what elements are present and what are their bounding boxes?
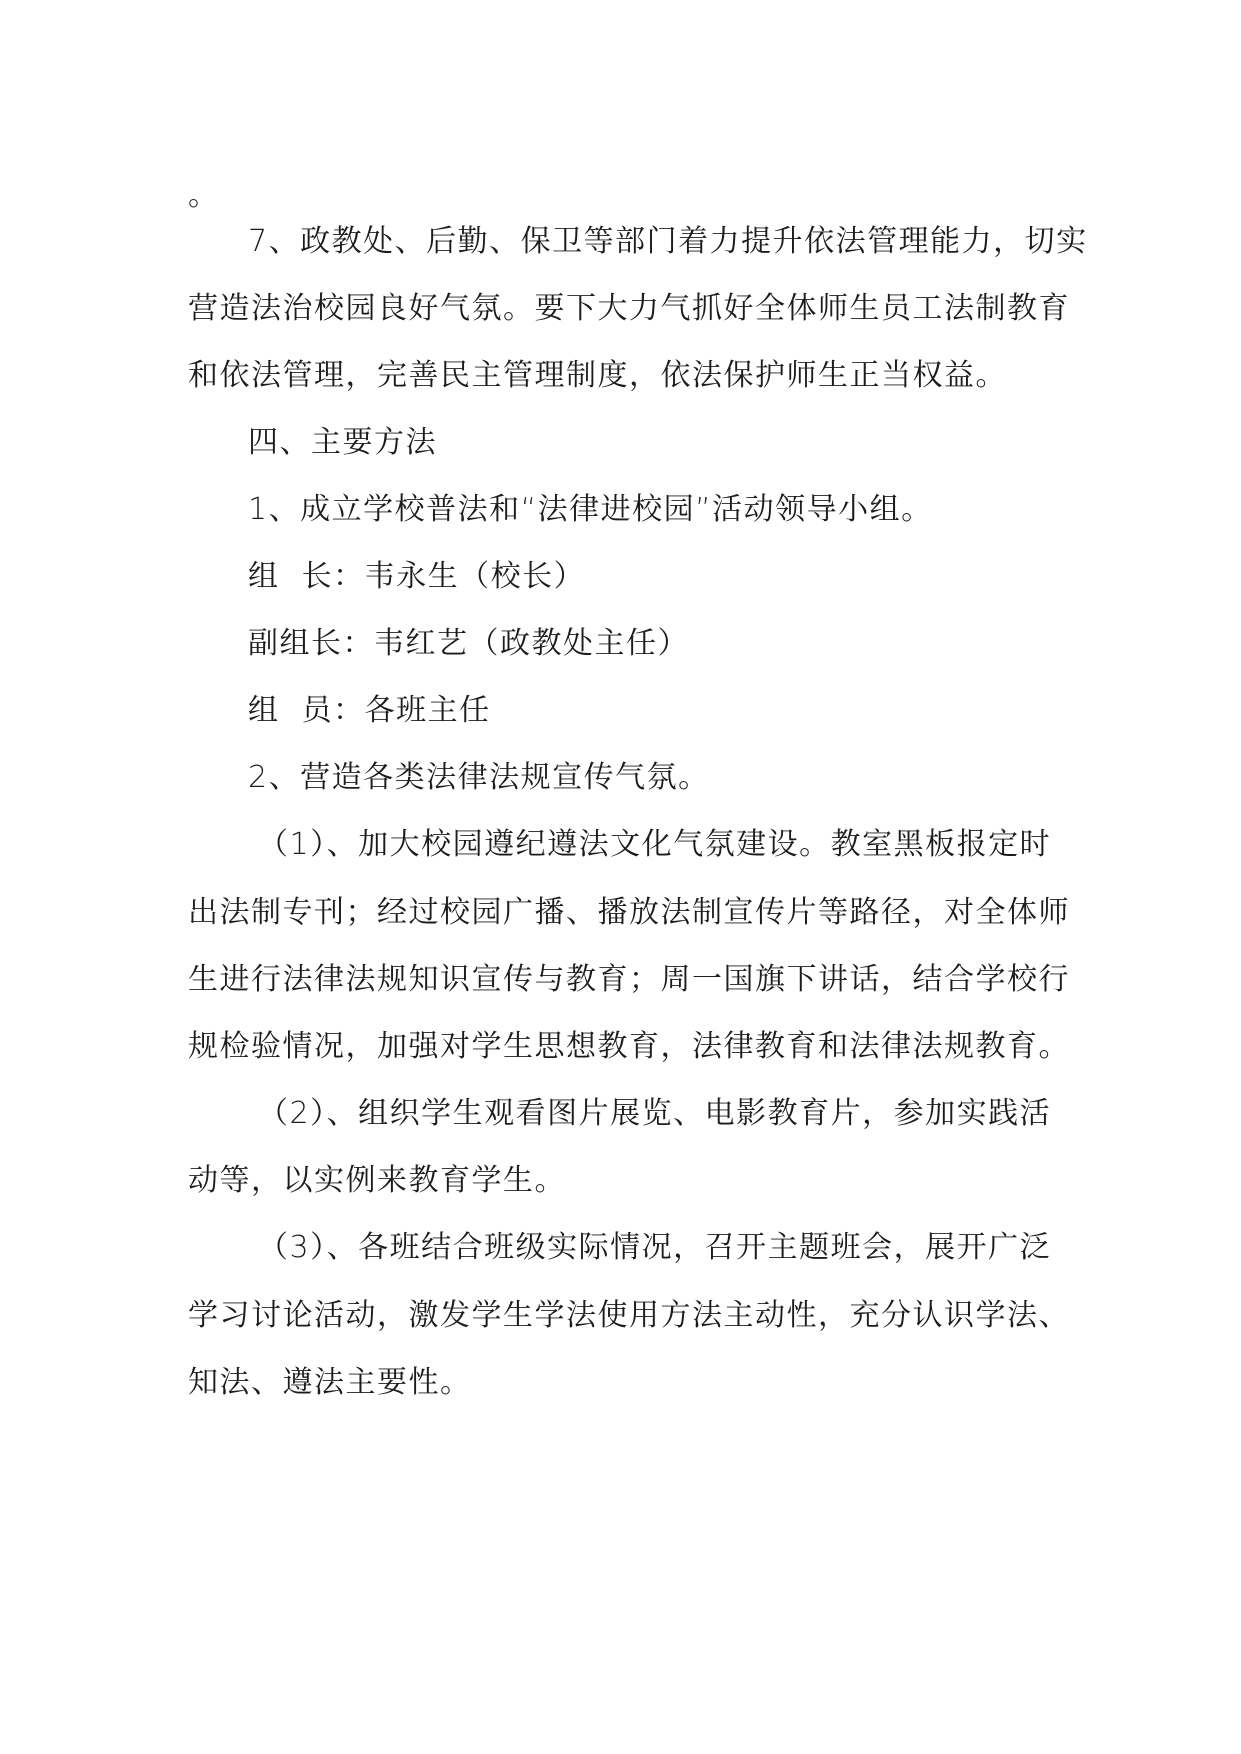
text-line: （2）、组织学生观看图片展览、电影教育片，参加实践活 bbox=[258, 1096, 1052, 1131]
text-line: 规检验情况，加强对学生思想教育，法律教育和法律法规教育。 bbox=[188, 1029, 1070, 1064]
text-line: 营造法治校园良好气氛。要下大力气抓好全体师生员工法制教育 bbox=[188, 291, 1070, 326]
text-line: 和依法管理，完善民主管理制度，依法保护师生正当权益。 bbox=[188, 358, 1007, 393]
text-line: 知法、遵法主要性。 bbox=[188, 1365, 472, 1400]
text-line: 生进行法律法规知识宣传与教育；周一国旗下讲话，结合学校行 bbox=[188, 962, 1070, 997]
text-line: 。 bbox=[188, 178, 220, 213]
text-line: （1）、加大校园遵纪遵法文化气氛建设。教室黑板报定时 bbox=[258, 827, 1052, 862]
text-line: 1、成立学校普法和“法律进校园”活动领导小组。 bbox=[248, 492, 933, 527]
section-heading: 四、主要方法 bbox=[248, 425, 437, 460]
text-line: 动等，以实例来教育学生。 bbox=[188, 1163, 566, 1198]
text-line: 7、政教处、后勤、保卫等部门着力提升依法管理能力，切实 bbox=[248, 224, 1088, 259]
text-line: （3）、各班结合班级实际情况，召开主题班会，展开广泛 bbox=[258, 1230, 1052, 1265]
text-line: 2、营造各类法律法规宣传气氛。 bbox=[248, 760, 710, 795]
text-line: 副组长：韦红艺（政教处主任） bbox=[248, 626, 689, 661]
text-line: 组 员：各班主任 bbox=[248, 693, 491, 728]
text-line: 组 长：韦永生（校长） bbox=[248, 559, 586, 594]
text-line: 出法制专刊；经过校园广播、播放法制宣传片等路径，对全体师 bbox=[188, 895, 1070, 930]
text-line: 学习讨论活动，激发学生学法使用方法主动性，充分认识学法、 bbox=[188, 1298, 1070, 1333]
